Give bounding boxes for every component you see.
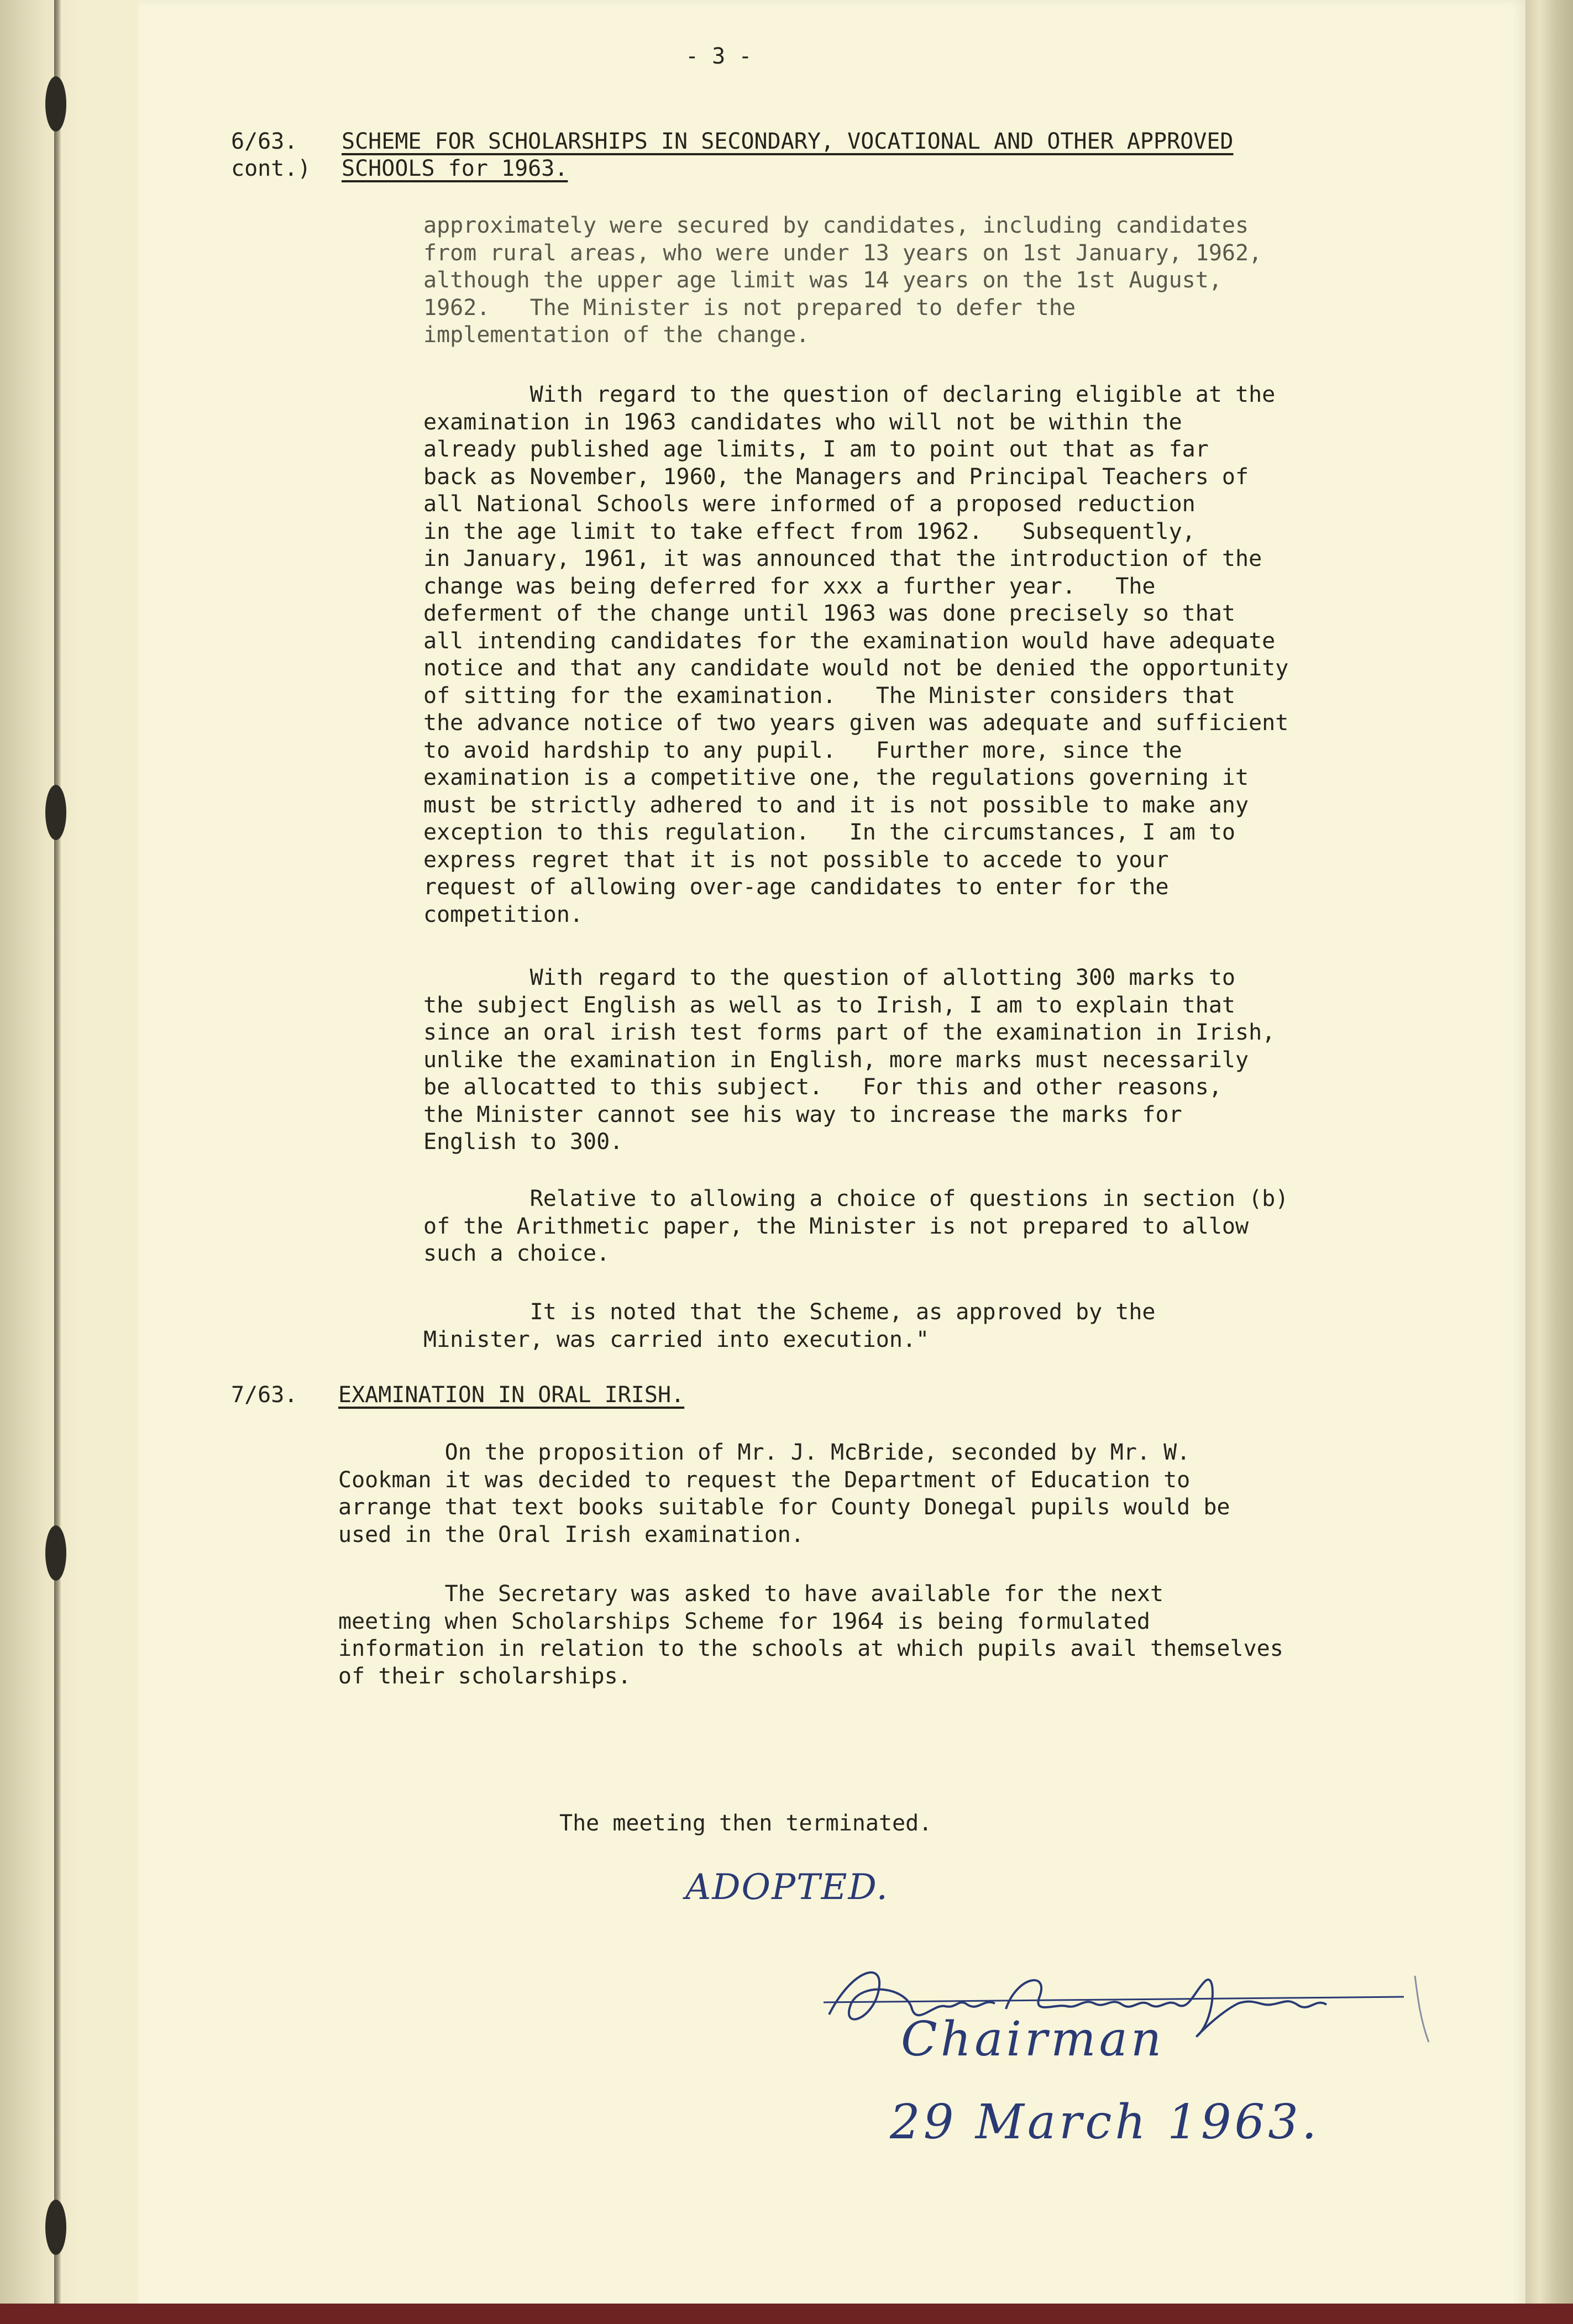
paragraph: The Secretary was asked to have available for the next meeting when Scholarships Scheme for 1964 is being formulated information in relation to the schools at which pupils avail themselves of their scholarships. [338,1581,1283,1689]
minute-number: 7/63. [231,1382,298,1408]
signature-date: 29 March 1963. [890,2095,1320,2150]
bottom-edge [0,2304,1573,2324]
paragraph: It is noted that the Scheme, as approved by the Minister, was carried into execution." [423,1299,1156,1352]
section-heading: EXAMINATION IN ORAL IRISH. [338,1382,685,1408]
paragraph: Relative to allowing a choice of questions in section (b) of the Arithmetic paper, the Minister is not prepared to allow such a choice. [423,1186,1289,1266]
paragraph: With regard to the question of declaring eligible at the examination in 1963 candidates who will not be within the already published age limits, I am to point out that as far back as November, 1960, the Managers and Principal Teachers of all National Schools were informed of a proposed reduction in the age limit to take effect from 1962. Subsequently, in January, 1961, it was announced that the introduction of the change was being deferred for xxx a further year. The deferment of the change until 1963 was done precisely so that all intending candidates for the examination would have adequate notice and that any candidate would not be denied the opportunity of sitting for the examination. The Minister considers that the advance notice of two years given was adequate and sufficient to avoid hardship to any pupil. Further more, since the examination is a competitive one, the regulations governing it must be strictly adhered to and it is not possible to make any exception to this regulation. In the circumstances, I am to express regret that it is not possible to accede to your request of allowing over-age candidates to enter for the competition. [423,382,1289,927]
section-heading: SCHEME FOR SCHOLARSHIPS IN SECONDARY, VOCATIONAL AND OTHER APPROVED [342,129,1234,154]
paragraph: With regard to the question of allotting 300 marks to the subject English as well as to Irish, I am to explain that since an oral irish test forms part of the examination in Irish, unlike the examination in English, more marks must necessarily be allocatted to this subject. For this and other reasons, the Minister cannot see his way to increase the marks for English to 300. [423,965,1276,1155]
adopted-stamp: ADOPTED. [685,1867,889,1908]
page-number: - 3 - [685,44,752,69]
paragraph: approximately were secured by candidates, including candidates from rural areas, who were under 13 years on 1st January, 1962, although the upper age limit was 14 years on the 1st August, 1962. The Minister is not prepared to defer the implementation of the change. [423,213,1262,348]
minute-number-cont: cont.) [231,156,311,181]
section-heading-cont: SCHOOLS for 1963. [342,156,568,181]
closing-line: The meeting then terminated. [559,1811,932,1836]
chairman-title: Chairman [901,2012,1165,2067]
minute-number: 6/63. [231,129,298,154]
paragraph: On the proposition of Mr. J. McBride, seconded by Mr. W. Cookman it was decided to request the Department of Education to arrange that text books suitable for County Donegal pupils would be used in the Oral Irish examination. [338,1440,1230,1547]
